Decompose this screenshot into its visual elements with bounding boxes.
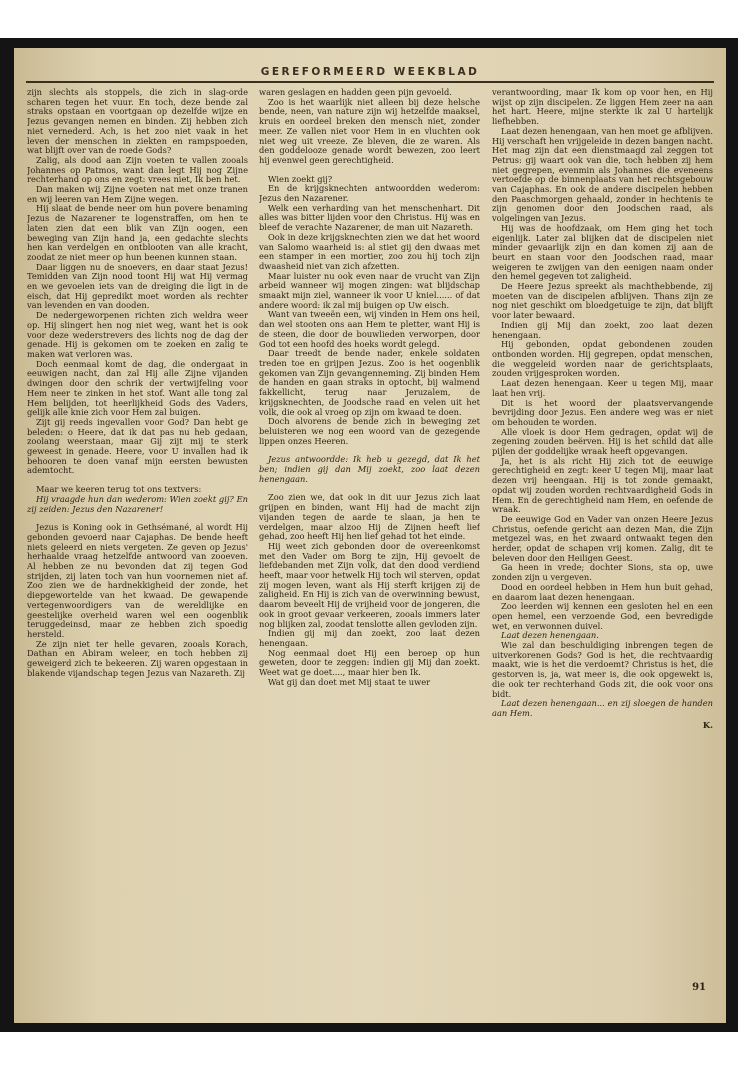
paragraph: Zijt gij reeds ingevallen voor God? Dan hebt ge beleden: o Heere, dat ik dat pas nu heb gedaan, zoolang weerstaan, maar Gij zijt mij te sterk geweest in genade. Heere, voor U invallen had ik behooren te doen vanaf mijn eersten bewusten ademtocht.	[27, 416, 248, 476]
paragraph: Zoo is het waarlijk niet alleen bij deze helsche bende, neen, van nature zijn wij hetzelfde maaksel, kruis en oordeel breken den mensch niet, zonder meer. Ze vallen niet voor Hem in en vluchten ook niet weg uit vreeze. Ze bleven, die ze waren. Als den goddelooze genade wordt bewezen, zoo leert hij evenwel geen gerechtigheid.	[259, 96, 480, 165]
paragraph: Dood en oordeel hebben in Hem hun buit gehad, en daarom laat dezen henengaan.	[492, 581, 713, 602]
running-header: GEREFORMEERD WEEKBLAD	[260, 66, 480, 78]
paragraph: Zoo zien we, dat ook in dit uur Jezus zich laat grijpen en binden, want Hij had de macht zijn vijanden tegen de aarde te slaan, ja hen te verdelgen, maar alzoo Hij de Zijnen heeft lief gehad, zoo heeft Hij hen lief gehad tot het einde.	[259, 492, 480, 542]
scripture-quote: Jezus antwoordde: Ik heb u gezegd, dat Ik het ben; indien gij dan Mij zoekt, zoo laat dezen henengaan.	[259, 454, 480, 484]
paragraph: Welk een verharding van het menschenhart. Dit alles was bitter lijden voor den Christus. Hij was en bleef de verachte Nazarener, de man uit Nazareth.	[259, 202, 480, 233]
page-number: 91	[692, 982, 706, 993]
column-3	[492, 88, 713, 960]
paragraph: Alle vloek is door Hem gedragen, opdat wij de zegening zouden beërven. Hij is het schild dat alle pijlen der goddelijke wraak heeft opgevangen.	[492, 426, 713, 457]
paragraph: Wien zoekt gij?	[268, 173, 333, 184]
paragraph: Maar luister nu ook even naar de vrucht van Zijn arbeid wanneer wij mogen zingen: wat blijdschap smaakt mijn ziel, wanneer ik voor U kniel...... of dat andere woord: ik zal mij buigen op Uw eisch.	[259, 270, 480, 310]
paragraph: Dan maken wij Zijne voeten nat met onze tranen en wij leeren van Hem Zijne wegen.	[27, 184, 248, 204]
paragraph: Indien gij Mij dan zoekt, zoo laat dezen henengaan.	[492, 319, 713, 340]
paragraph: En de krijgsknechten antwoordden wederom: Jezus den Nazarener.	[259, 183, 480, 204]
paragraph: Hij was de hoofdzaak, om Hem ging het toch eigenlijk. Later zal blijken dat de discipelen niet minder gevaarlijk zijn en dan komen zij aan de beurt en staan voor den Joodschen raad, maar weigeren te zwijgen van den eenigen naam onder den hemel gegeven tot zaligheid.	[492, 222, 713, 282]
scripture-quote: Laat dezen henengaan.	[501, 630, 599, 641]
paragraph: Doch eenmaal komt de dag, die ondergaat in eeuwigen nacht, dan zal Hij alle Zijne vijanden dwingen door den schrik der vertwijfeling voor Hem neer te zinken in het stof. Want alle tong zal Hem belijden, tot heerlijkheid Gods des Vaders, gelijk alle knie zich voor Hem zal buigen.	[27, 358, 248, 418]
paragraph: Zalig, als dood aan Zijn voeten te vallen zooals Johannes op Patmos, want dan legt Hij nog Zijne rechterhand op ons en zegt: vrees niet, Ik ben het.	[27, 154, 248, 185]
paragraph: verantwoording, maar Ik kom op voor hen, en Hij wijst op zijn discipelen. Ze liggen Hem zeer na aan het hart. Heere, mijne sterkte ik zal U hartelijk liefhebben.	[492, 88, 713, 127]
paragraph: Ook in deze krijgsknechten zien we dat het woord van Salomo waarheid is: al stiet gij den dwaas met een stamper in een mortier, zoo zou hij toch zijn dwaasheid niet van zich afzetten.	[259, 231, 480, 271]
signature-text: K.	[702, 719, 713, 730]
paragraph: Wat gij dan doet met Mij staat te uwer	[268, 676, 431, 687]
paragraph: Hij weet zich gebonden door de overeenkomst met den Vader om Borg te zijn, Hij gevoelt de liefdebanden met Zijn volk, dat den dood verdiend heeft, maar voor hetwelk Hij toch wil sterven, opdat zij mogen leven, want als Hij sterft krijgen zij de zaligheid. En Hij is zich van de overwinning bewust, daarom beveelt Hij de vrijheid voor de jongeren, die ook in groot gevaar verkeeren, zooals immers later nog blijken zal, zoodat tenslotte allen gevloden zijn.	[259, 540, 480, 629]
paragraph: Hij gebonden, opdat gebondenen zouden ontbonden worden. Hij gegrepen, opdat menschen, die weggeleid worden naar de gerichtsplaats, zouden vrijgesproken worden.	[492, 339, 713, 379]
column-1	[27, 88, 248, 960]
document-page	[14, 48, 726, 1023]
header-rule	[26, 81, 714, 83]
paragraph: Indien gij mij dan zoekt, zoo laat dezen henengaan.	[259, 628, 480, 648]
paragraph: Ja, het is als richt Hij zich tot de eeuwige gerechtigheid en zegt: keer U tegen Mij, maar laat dezen vrij heengaan. Hij is tot zonde gemaakt, opdat wij zouden worden rechtvaardigheid Gods in Hem. En de gerechtigheid nam Hem, en oefende de wraak.	[492, 455, 713, 515]
paragraph: Maar we keeren terug tot ons textvers:	[36, 484, 202, 495]
paragraph: Ze zijn niet ter helle gevaren, zooals Korach, Dathan en Abiram weleer, en toch hebben zij geweigerd zich te bekeeren. Zij waren opgestaan in blakende vijandschap tegen Jezus van Nazareth. Zij	[27, 638, 248, 678]
paragraph: Jezus is Koning ook in Gethsémané, al wordt Hij gebonden gevoerd naar Cajaphas. De bende heeft niets geleerd en niets vergeten. Ze geven op Jezus' herhaalde vraag hetzelfde antwoord van zooeven. Al hebben ze nu bevonden dat zij tegen God strijden, zij laten toch van hun voornemen niet af. Zoo zien we de hardnekkigheid der zonde, het diepgewortelde van het kwaad. De gewapende vertegenwoordigers van de wereldlijke en geestelijke overheid waren wel een oogenblik teruggedeinsd, maar ze hebben zich spoedig hersteld.	[27, 522, 248, 639]
paragraph: Laat dezen henengaan. Keer u tegen Mij, maar laat hen vrij.	[492, 378, 713, 398]
paragraph: De nedergeworpenen richten zich weldra weer op. Hij slingert hen nog niet weg, want het is ook voor deze wederstrevers des lichts nog de dag der genade. Hij is gekomen om te zoeken en zalig te maken wat verloren was.	[27, 310, 248, 359]
paragraph: Hij slaat de bende neer om hun povere benaming Jezus de Nazarener te logenstraffen, om hen te laten zien dat een blik van Zijn oogen, een beweging van Zijn hand ja, een gedachte slechts hen kan verdelgen en ontblooten van alle kracht, zoodat ze niet meer op hun beenen kunnen staan.	[27, 203, 248, 262]
paragraph: Laat dezen henengaan, van hen moet ge afblijven. Hij verschaft hen vrijgeleide in dezen bangen nacht. Het mag zijn dat een dienstmaagd zal zeggen tot Petrus: gij waart ook van die, toch hebben zij hem niet gegrepen, evenmin als Johannes die eveneens vertoefde op de binnenplaats van het rechtsgebouw van Cajaphas. En ook de andere discipelen hebben den Paaschmorgen gehaald, zonder in hechtenis te zijn genomen door den Joodschen raad, als volgelingen van Jezus.	[492, 125, 713, 224]
paragraph: Ga heen in vrede; dochter Sions, sta op, uwe zonden zijn u vergeven.	[492, 562, 713, 583]
paragraph: Zoo leerden wij kennen een gesloten hel en een open hemel, een verzoende God, een bevredigde wet, en verwonnen duivel.	[492, 601, 713, 631]
paragraph: waren geslagen en hadden geen pijn gevoeld.	[259, 88, 452, 97]
paragraph: De eeuwige God en Vader van onzen Heere Jezus Christus, oefende gericht aan dezen Man, die Zijn metgezel was, en het zwaard ontwaakt tegen den herder, opdat de schapen vrij komen. Zalig, dit te beleven door den Heiligen Geest.	[492, 513, 713, 563]
paragraph: Daar treedt de bende nader, enkele soldaten treden toe en grijpen Jezus. Zoo is het oogenblik gekomen van Zijn gevangenneming. Zij binden Hem de handen en gaan straks in optocht, bij walmend fakkellicht, terug naar Jeruzalem, de krijgsknechten, de Joodsche raad en velen uit het volk, die ook al vroeg op zijn om kwaad te doen.	[259, 348, 480, 417]
paragraph: Dit is het woord der plaatsvervangende bevrijding door Jezus. Een andere weg was er niet om behouden te worden.	[492, 397, 713, 427]
paragraph: Want van tweeën een, wij vinden in Hem ons heil, dan wel stooten ons aan Hem te pletter, want Hij is de steen, die door de bouwlieden verworpen, door God tot een hoofd des hoeks wordt gelegd.	[259, 309, 480, 349]
scripture-quote: Hij vraagde hun dan wederom: Wien zoekt gij? En zij zeiden: Jezus den Nazarener!	[27, 493, 248, 514]
author-signature	[492, 721, 713, 731]
paragraph: De Heere Jezus spreekt als machthebbende, zij moeten van de discipelen afblijven. Thans zijn ze nog niet geschikt om bloedgetuige te zijn, dat blijft voor later bewaard.	[492, 281, 713, 321]
paragraph: Wie zal dan beschuldiging inbrengen tegen de uitverkorenen Gods? God is het, die rechtvaardig maakt, wie is het die verdoemt? Christus is het, die gestorven is, ja, wat meer is, die ook opgewekt is, die ook ter rechterhand Gods zit, die ook voor ons bidt.	[492, 640, 713, 699]
paragraph: Nog eenmaal doet Hij een beroep op hun geweten, door te zeggen: indien gij Mij dan zoekt. Weet wat ge doet...., maar hier ben Ik.	[259, 647, 480, 678]
paragraph: Daar liggen nu de snoevers, en daar staat Jezus! Temidden van Zijn nood toont Hij wat Hij vermag en we gevoelen iets van de dreiging die ligt in de eisch, dat Hij gepredikt moet worden als rechter van levenden en van dooden.	[27, 261, 248, 311]
column-2	[259, 88, 480, 960]
paragraph: zijn slechts als stoppels, die zich in slag-orde scharen tegen het vuur. En toch, deze bende zal straks opstaan en voortgaan op dezelfde wijze en Jezus gevangen nemen en binden. Zij hebben zich niet vernederd. Ach, is het zoo niet vaak in het leven der menschen in ziekten en rampspoeden, wat blijft over van de roede Gods?	[27, 88, 248, 156]
paragraph: Doch alvorens de bende zich in beweging zet beluisteren we nog een woord van de gezegende lippen onzes Heeren.	[259, 416, 480, 446]
scripture-quote: Laat dezen henengaan... en zij sloegen de handen aan Hem.	[492, 698, 713, 718]
